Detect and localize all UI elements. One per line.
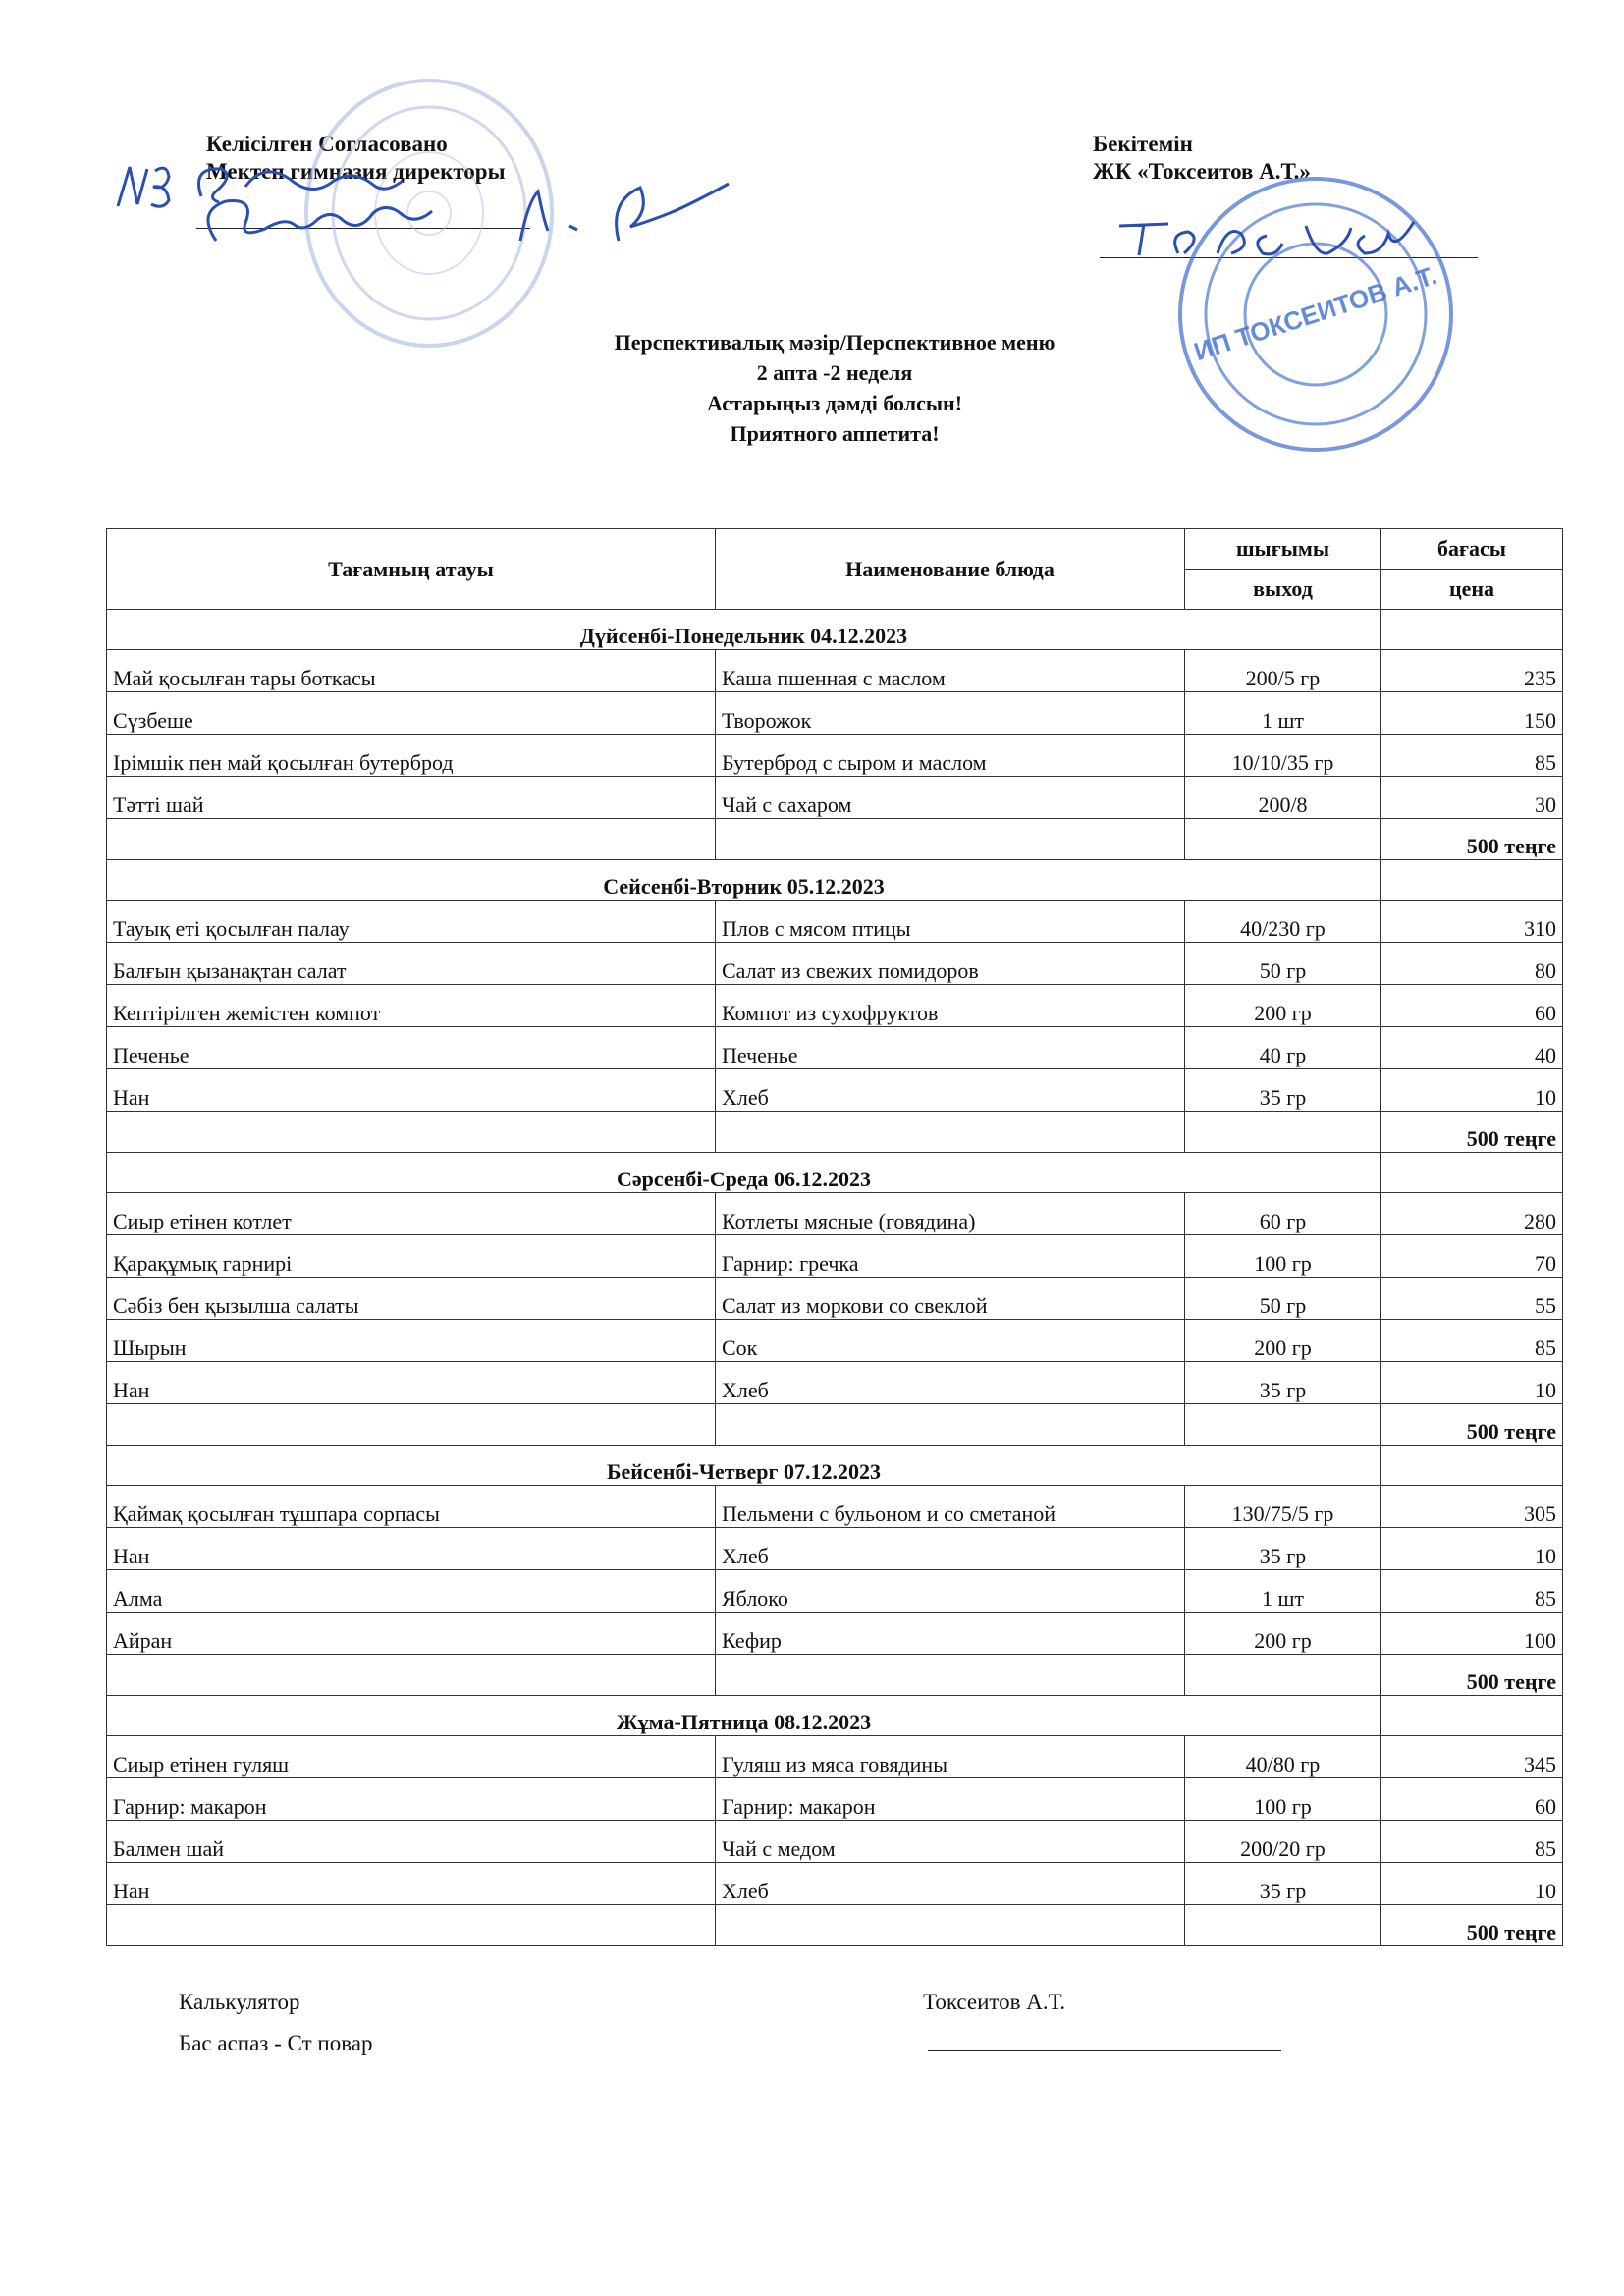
- day-total-row: [107, 1404, 1563, 1446]
- total-empty-cell: [716, 1905, 1185, 1946]
- table-row: [107, 692, 1563, 735]
- dish-price: 30: [1381, 777, 1563, 819]
- dish-price: 10: [1381, 1069, 1563, 1112]
- table-row: [107, 777, 1563, 819]
- day-total: 500 теңге: [1381, 1112, 1563, 1153]
- dish-name-ru: Яблоко: [716, 1570, 1185, 1613]
- dish-price: 85: [1381, 1821, 1563, 1863]
- dish-yield: 130/75/5 гр: [1185, 1486, 1381, 1528]
- day-total: 500 теңге: [1381, 1905, 1563, 1946]
- dish-yield: 200 гр: [1185, 985, 1381, 1027]
- menu-title-line3: Астарыңыз дәмді болсын!: [706, 391, 963, 415]
- table-row: [107, 650, 1563, 692]
- dish-yield: 200/5 гр: [1185, 650, 1381, 692]
- table-row: [107, 1193, 1563, 1235]
- dish-yield: 200/20 гр: [1185, 1821, 1381, 1863]
- dish-name-ru: Котлеты мясные (говядина): [716, 1193, 1185, 1235]
- total-empty-cell: [716, 1404, 1185, 1446]
- total-empty-cell: [1185, 1404, 1381, 1446]
- total-empty-cell: [716, 1655, 1185, 1696]
- day-title: Бейсенбі-Четверг 07.12.2023: [107, 1446, 1381, 1486]
- total-empty-cell: [107, 1905, 716, 1946]
- total-empty-cell: [107, 1404, 716, 1446]
- dish-name-kz: Сиыр етінен котлет: [107, 1193, 716, 1235]
- dish-yield: 35 гр: [1185, 1863, 1381, 1905]
- total-empty-cell: [1185, 1905, 1381, 1946]
- dish-price: 150: [1381, 692, 1563, 735]
- dish-name-ru: Хлеб: [716, 1528, 1185, 1570]
- dish-name-kz: Нан: [107, 1863, 716, 1905]
- dish-name-kz: Кептірілген жемістен компот: [107, 985, 716, 1027]
- menu-title-line4: Приятного аппетита!: [730, 421, 940, 446]
- header-price-kz: бағасы: [1381, 529, 1563, 570]
- table-row: [107, 1570, 1563, 1613]
- header-name-kz: Тағамның атауы: [107, 529, 716, 610]
- dish-price: 280: [1381, 1193, 1563, 1235]
- table-row: [107, 1069, 1563, 1112]
- dish-name-ru: Сок: [716, 1320, 1185, 1362]
- table-row: [107, 1362, 1563, 1404]
- dish-name-ru: Гарнир: гречка: [716, 1235, 1185, 1278]
- dish-price: 85: [1381, 1320, 1563, 1362]
- dish-name-ru: Пельмени с бульоном и со сметаной: [716, 1486, 1185, 1528]
- dish-price: 85: [1381, 1570, 1563, 1613]
- dish-price: 310: [1381, 901, 1563, 943]
- table-row: [107, 1528, 1563, 1570]
- dish-name-kz: Айран: [107, 1613, 716, 1655]
- dish-yield: 60 гр: [1185, 1193, 1381, 1235]
- dish-name-kz: Сүзбеше: [107, 692, 716, 735]
- dish-yield: 200 гр: [1185, 1613, 1381, 1655]
- dish-price: 40: [1381, 1027, 1563, 1069]
- dish-name-ru: Бутерброд с сыром и маслом: [716, 735, 1185, 777]
- day-total-row: [107, 819, 1563, 860]
- dish-name-ru: Салат из свежих помидоров: [716, 943, 1185, 985]
- dish-yield: 100 гр: [1185, 1235, 1381, 1278]
- header-name-ru: Наименование блюда: [716, 529, 1185, 610]
- footer-left: [179, 1982, 372, 2064]
- dish-yield: 100 гр: [1185, 1778, 1381, 1821]
- dish-name-kz: Тәтті шай: [107, 777, 716, 819]
- day-title: Дүйсенбі-Понедельник 04.12.2023: [107, 610, 1381, 650]
- dish-price: 235: [1381, 650, 1563, 692]
- total-empty-cell: [716, 1112, 1185, 1153]
- approval-left-line2: Мектеп гимназия директоры: [206, 159, 506, 184]
- total-empty-cell: [107, 1112, 716, 1153]
- day-title-row: [107, 1153, 1563, 1193]
- header-yield-kz: шығымы: [1185, 529, 1381, 570]
- total-empty-cell: [1185, 1112, 1381, 1153]
- dish-yield: 40 гр: [1185, 1027, 1381, 1069]
- day-title-empty-cell: [1381, 1696, 1563, 1736]
- day-total-row: [107, 1905, 1563, 1946]
- dish-price: 70: [1381, 1235, 1563, 1278]
- approval-left-line1: Келісілген Согласовано: [206, 132, 448, 156]
- day-title-empty-cell: [1381, 860, 1563, 901]
- dish-name-kz: Тауық еті қосылған палау: [107, 901, 716, 943]
- dish-price: 345: [1381, 1736, 1563, 1778]
- day-total: 500 теңге: [1381, 1655, 1563, 1696]
- dish-yield: 35 гр: [1185, 1528, 1381, 1570]
- dish-name-ru: Хлеб: [716, 1069, 1185, 1112]
- dish-price: 85: [1381, 735, 1563, 777]
- dish-name-kz: Балмен шай: [107, 1821, 716, 1863]
- dish-name-kz: Нан: [107, 1362, 716, 1404]
- dish-name-ru: Творожок: [716, 692, 1185, 735]
- total-empty-cell: [1185, 819, 1381, 860]
- dish-name-kz: Нан: [107, 1528, 716, 1570]
- table-row: [107, 1027, 1563, 1069]
- footer-right: [923, 1982, 1065, 2023]
- footer-left-line1: Калькулятор: [179, 1990, 300, 2014]
- total-empty-cell: [716, 819, 1185, 860]
- menu-title-block: [491, 327, 1178, 449]
- approval-right-line1: Бекітемін: [1093, 132, 1193, 156]
- dish-name-ru: Плов с мясом птицы: [716, 901, 1185, 943]
- day-total-row: [107, 1112, 1563, 1153]
- dish-yield: 40/80 гр: [1185, 1736, 1381, 1778]
- right-stamp-text: ИП ТОКСЕИТОВ А.Т.: [1190, 259, 1441, 367]
- dish-name-kz: Алма: [107, 1570, 716, 1613]
- table-row: [107, 943, 1563, 985]
- table-row: [107, 1486, 1563, 1528]
- header-yield-ru: выход: [1185, 570, 1381, 610]
- dish-yield: 35 гр: [1185, 1362, 1381, 1404]
- dish-price: 60: [1381, 1778, 1563, 1821]
- menu-title-line2: 2 апта -2 неделя: [756, 360, 913, 385]
- dish-yield: 35 гр: [1185, 1069, 1381, 1112]
- dish-price: 60: [1381, 985, 1563, 1027]
- dish-name-ru: Гуляш из мяса говядины: [716, 1736, 1185, 1778]
- dish-price: 10: [1381, 1863, 1563, 1905]
- day-title: Сәрсенбі-Среда 06.12.2023: [107, 1153, 1381, 1193]
- right-handwritten-signature: [1110, 206, 1424, 265]
- dish-name-ru: Чай с медом: [716, 1821, 1185, 1863]
- dish-price: 10: [1381, 1528, 1563, 1570]
- dish-yield: 50 гр: [1185, 943, 1381, 985]
- day-total: 500 теңге: [1381, 1404, 1563, 1446]
- dish-yield: 200/8: [1185, 777, 1381, 819]
- day-title-row: [107, 1446, 1563, 1486]
- dish-yield: 50 гр: [1185, 1278, 1381, 1320]
- menu-title-line1: Перспективалық мәзір/Перспективное меню: [614, 330, 1056, 355]
- total-empty-cell: [107, 819, 716, 860]
- dish-name-ru: Каша пшенная с маслом: [716, 650, 1185, 692]
- day-title-row: [107, 1696, 1563, 1736]
- table-row: [107, 1778, 1563, 1821]
- table-row: [107, 735, 1563, 777]
- total-empty-cell: [1185, 1655, 1381, 1696]
- dish-price: 55: [1381, 1278, 1563, 1320]
- dish-name-ru: Чай с сахаром: [716, 777, 1185, 819]
- dish-name-ru: Кефир: [716, 1613, 1185, 1655]
- day-title-row: [107, 610, 1563, 650]
- dish-yield: 40/230 гр: [1185, 901, 1381, 943]
- dish-price: 305: [1381, 1486, 1563, 1528]
- approval-right-line2: ЖК «Токсеитов А.Т.»: [1093, 159, 1311, 184]
- table-row: [107, 985, 1563, 1027]
- total-empty-cell: [107, 1655, 716, 1696]
- dish-name-ru: Салат из моркови со свеклой: [716, 1278, 1185, 1320]
- dish-yield: 1 шт: [1185, 1570, 1381, 1613]
- dish-name-kz: Қаймақ қосылған тұшпара сорпасы: [107, 1486, 716, 1528]
- dish-name-ru: Гарнир: макарон: [716, 1778, 1185, 1821]
- dish-name-ru: Хлеб: [716, 1362, 1185, 1404]
- footer-right-line1: Токсеитов А.Т.: [923, 1990, 1066, 2014]
- dish-name-kz: Балғын қызанақтан салат: [107, 943, 716, 985]
- day-title-row: [107, 860, 1563, 901]
- dish-yield: 200 гр: [1185, 1320, 1381, 1362]
- dish-name-kz: Гарнир: макарон: [107, 1778, 716, 1821]
- table-row: [107, 1613, 1563, 1655]
- dish-name-kz: Ірімшік пен май қосылған бутерброд: [107, 735, 716, 777]
- day-title-empty-cell: [1381, 1446, 1563, 1486]
- table-row: [107, 1235, 1563, 1278]
- header-price-ru: цена: [1381, 570, 1563, 610]
- day-total: 500 теңге: [1381, 819, 1563, 860]
- dish-name-kz: Май қосылған тары боткасы: [107, 650, 716, 692]
- dish-price: 100: [1381, 1613, 1563, 1655]
- table-row: [107, 1821, 1563, 1863]
- left-handwritten-signature: [108, 147, 736, 255]
- dish-name-kz: Қарақұмық гарнирі: [107, 1235, 716, 1278]
- dish-name-kz: Сиыр етінен гуляш: [107, 1736, 716, 1778]
- dish-name-kz: Печенье: [107, 1027, 716, 1069]
- dish-yield: 10/10/35 гр: [1185, 735, 1381, 777]
- dish-name-kz: Шырын: [107, 1320, 716, 1362]
- footer-left-line2: Бас аспаз - Ст повар: [179, 2031, 373, 2055]
- dish-name-kz: Нан: [107, 1069, 716, 1112]
- table-header-row-1: [107, 529, 1563, 570]
- dish-name-kz: Сәбіз бен қызылша салаты: [107, 1278, 716, 1320]
- dish-price: 80: [1381, 943, 1563, 985]
- table-row: [107, 1320, 1563, 1362]
- day-title-empty-cell: [1381, 1153, 1563, 1193]
- table-row: [107, 1278, 1563, 1320]
- day-total-row: [107, 1655, 1563, 1696]
- menu-table: [106, 528, 1563, 1946]
- dish-name-ru: Компот из сухофруктов: [716, 985, 1185, 1027]
- table-row: [107, 1736, 1563, 1778]
- dish-name-ru: Хлеб: [716, 1863, 1185, 1905]
- day-title: Жұма-Пятница 08.12.2023: [107, 1696, 1381, 1736]
- table-row: [107, 1863, 1563, 1905]
- dish-name-ru: Печенье: [716, 1027, 1185, 1069]
- day-title: Сейсенбі-Вторник 05.12.2023: [107, 860, 1381, 901]
- footer-signature-line: [928, 2050, 1281, 2051]
- table-row: [107, 901, 1563, 943]
- dish-price: 10: [1381, 1362, 1563, 1404]
- dish-yield: 1 шт: [1185, 692, 1381, 735]
- day-title-empty-cell: [1381, 610, 1563, 650]
